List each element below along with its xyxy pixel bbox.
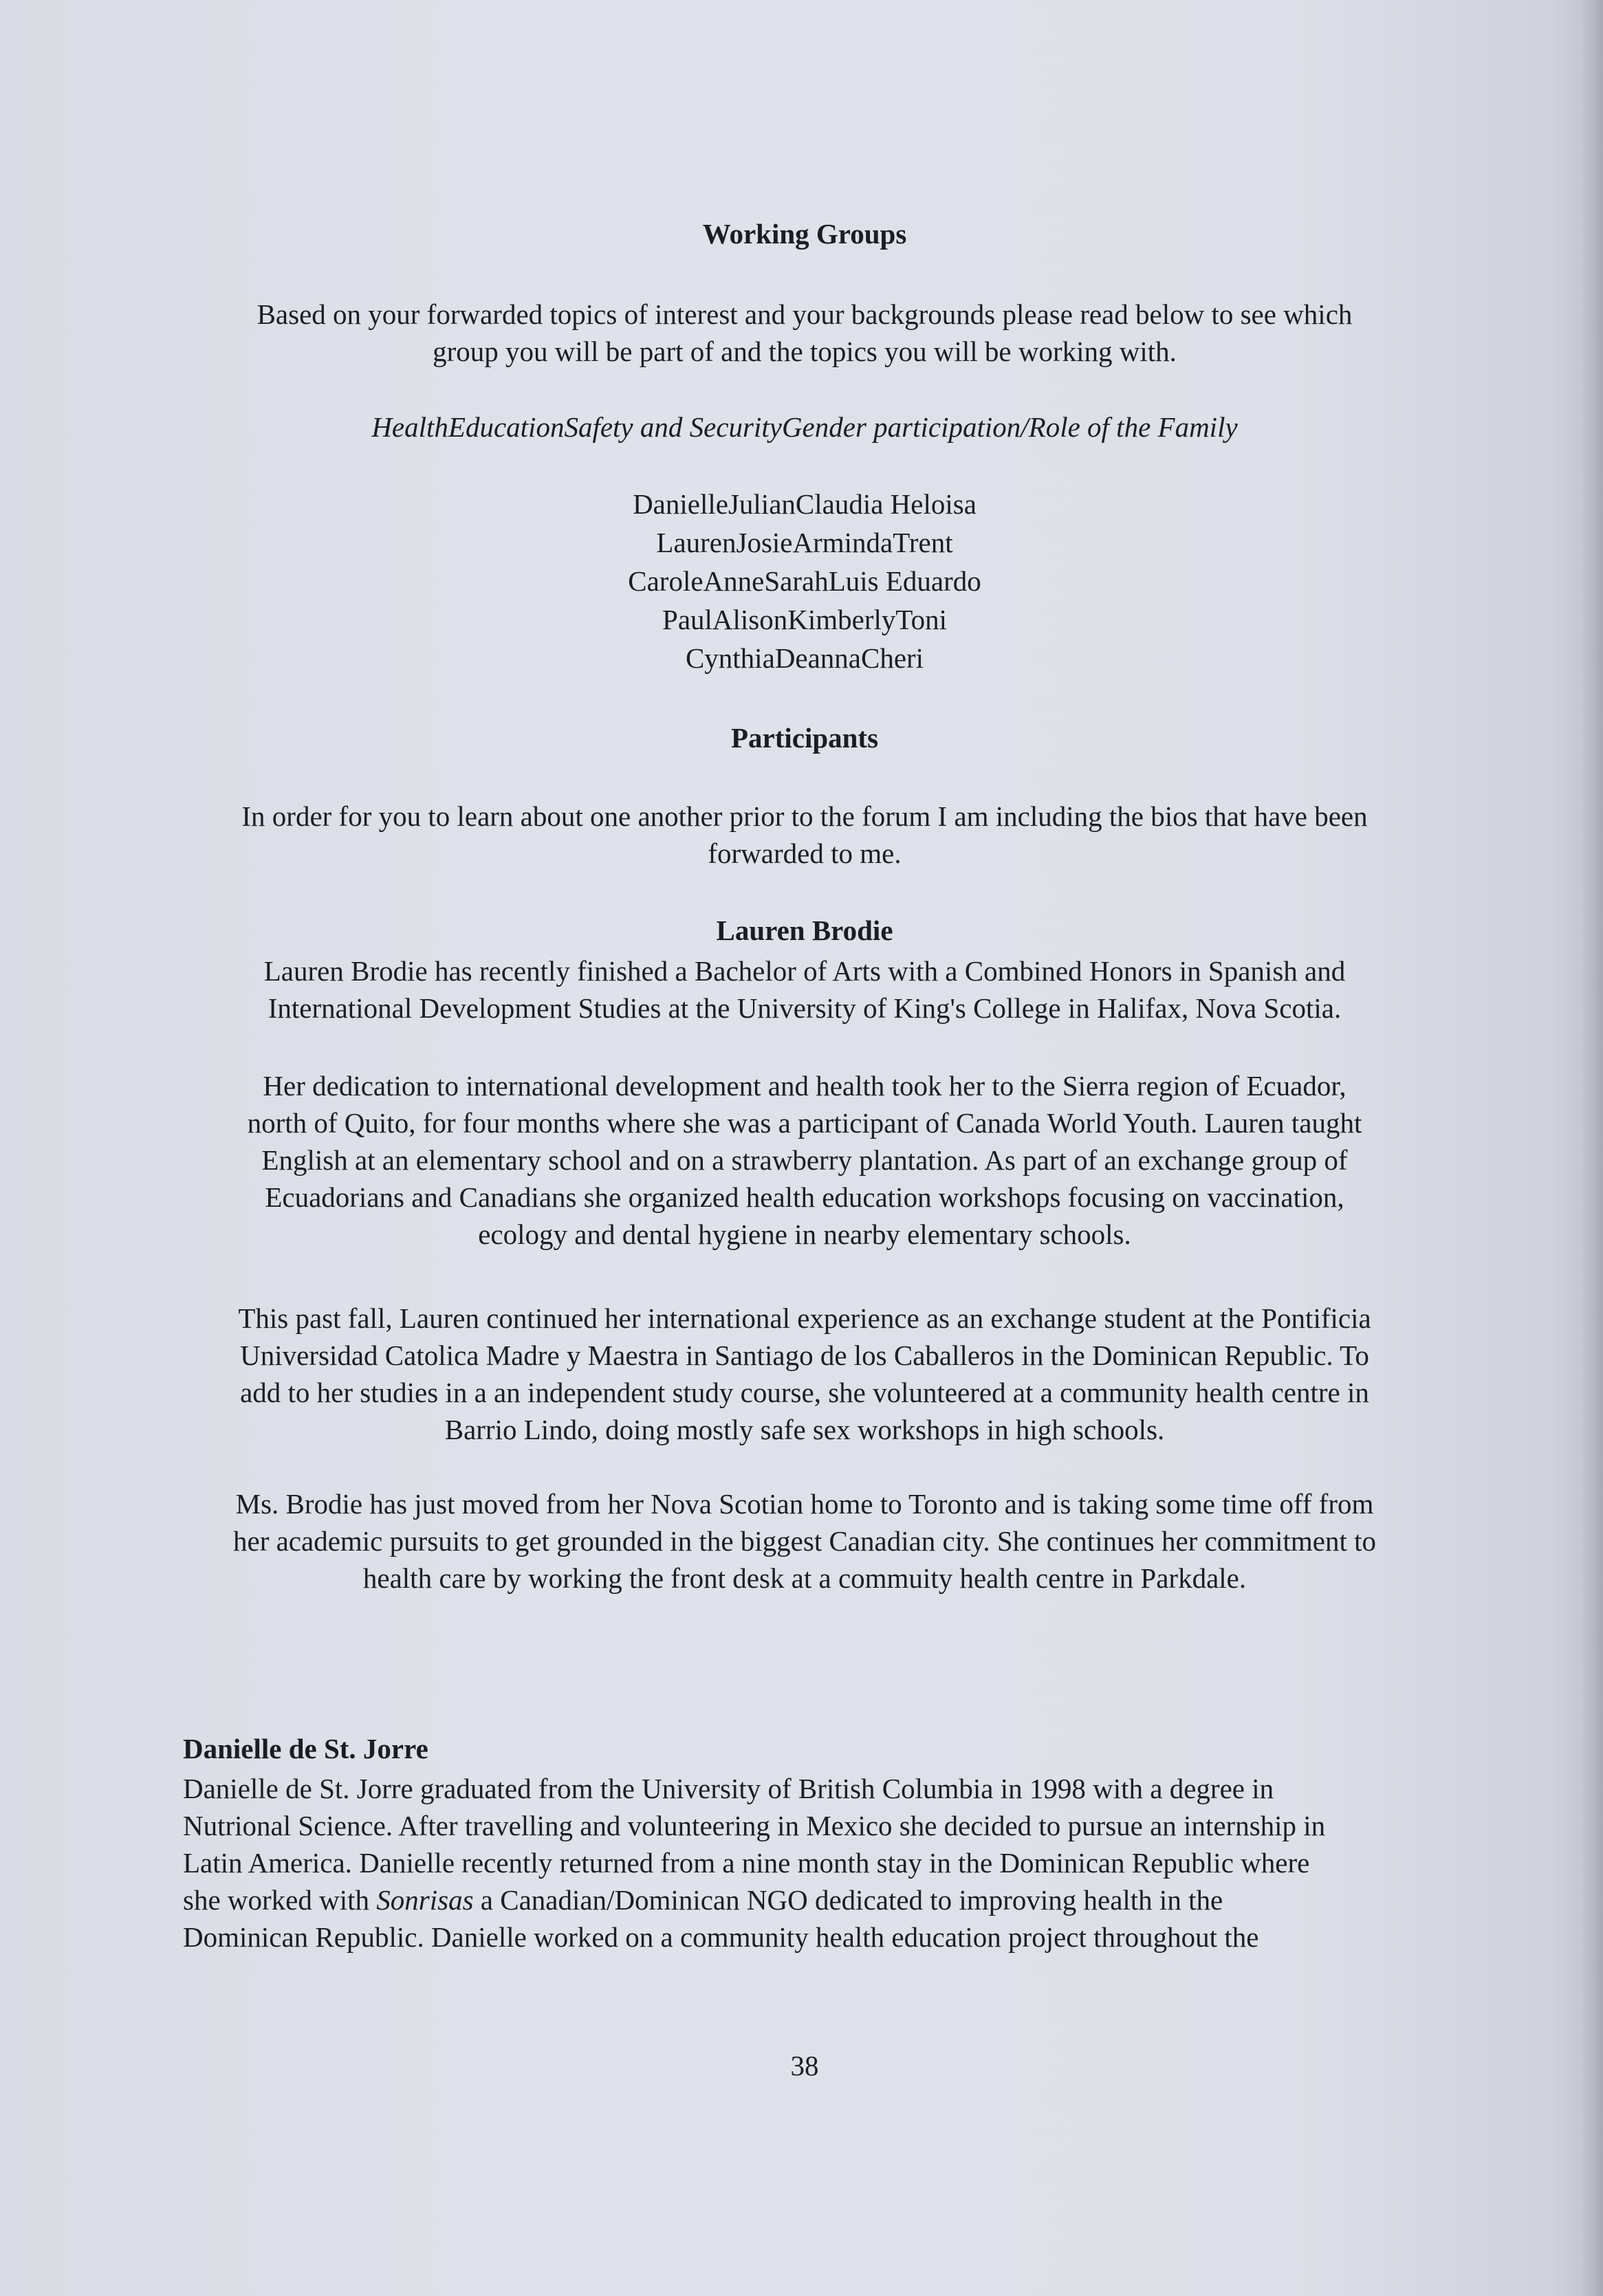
bio-line-text: a Canadian/Dominican NGO dedicated to improving health in the <box>473 1884 1223 1916</box>
participants-intro-line: forwarded to me. <box>708 838 902 869</box>
bio-line: Danielle de St. Jorre graduated from the University of British Columbia in 1998 with a degree in <box>183 1773 1274 1804</box>
bio-line: health care by working the front desk at a commuity health centre in Parkdale. <box>362 1562 1247 1594</box>
group-names-row: PaulAlisonKimberlyToni <box>662 604 947 635</box>
danielle-bio-paragraph <box>183 1770 1517 1956</box>
topics-line: HealthEducationSafety and SecurityGender participation/Role of the Family <box>371 411 1238 443</box>
lauren-bio-paragraph-2 <box>165 1067 1444 1253</box>
bio-line: This past fall, Lauren continued her international experience as an exchange student at the Pontificia <box>238 1302 1371 1334</box>
page-edge-shadow <box>1578 0 1603 2296</box>
working-groups-intro-line: Based on your forwarded topics of interest and your backgrounds please read below to see which <box>257 298 1353 330</box>
group-names-row: DanielleJulianClaudia Heloisa <box>633 488 977 520</box>
bio-line: Nutrional Science. After travelling and volunteering in Mexico she decided to pursue an internship in <box>183 1810 1326 1841</box>
bio-line: ecology and dental hygiene in nearby elementary schools. <box>478 1218 1131 1250</box>
bio-line: International Development Studies at the University of King's College in Halifax, Nova Scotia. <box>268 992 1342 1024</box>
participants-heading: Participants <box>730 722 879 754</box>
lauren-brodie-name: Lauren Brodie <box>716 915 893 946</box>
working-groups-intro <box>165 296 1444 370</box>
group-names-list <box>165 485 1444 677</box>
participants-intro <box>165 798 1444 872</box>
bio-line: add to her studies in a an independent study course, she volunteered at a community health centre in <box>240 1377 1369 1408</box>
bio-line: Lauren Brodie has recently finished a Bachelor of Arts with a Combined Honors in Spanish and <box>263 955 1346 987</box>
bio-line: Latin America. Danielle recently returned from a nine month stay in the Dominican Republic where <box>183 1847 1310 1879</box>
working-groups-intro-line: group you will be part of and the topics you will be working with. <box>433 336 1177 367</box>
group-names-row: CaroleAnneSarahLuis Eduardo <box>628 565 981 597</box>
lauren-bio-paragraph-1 <box>165 952 1444 1027</box>
bio-line-text: she worked with <box>183 1884 377 1916</box>
bio-line: Her dedication to international development and health took her to the Sierra region of Ecuador, <box>263 1070 1346 1102</box>
danielle-name: Danielle de St. Jorre <box>183 1733 428 1764</box>
bio-line: Ecuadorians and Canadians she organized health education workshops focusing on vaccination, <box>265 1181 1344 1213</box>
bio-line: Ms. Brodie has just moved from her Nova Scotian home to Toronto and is taking some time off from <box>235 1488 1374 1520</box>
bio-line: her academic pursuits to get grounded in the biggest Canadian city. She continues her commitment to <box>233 1525 1376 1557</box>
lauren-bio-paragraph-3 <box>165 1300 1444 1448</box>
bio-line: English at an elementary school and on a strawberry plantation. As part of an exchange group of <box>261 1144 1348 1176</box>
lauren-bio-paragraph-4 <box>165 1485 1444 1597</box>
page-number: 38 <box>790 2050 819 2081</box>
ngo-name: Sonrisas <box>376 1884 474 1916</box>
bio-line: Dominican Republic. Danielle worked on a community health education project throughout the <box>183 1921 1259 1953</box>
bio-line: north of Quito, for four months where she was a participant of Canada World Youth. Lauren taught <box>247 1107 1362 1139</box>
group-names-row: CynthiaDeannaCheri <box>685 642 924 674</box>
group-names-row: LaurenJosieArmindaTrent <box>656 527 953 558</box>
participants-intro-line: In order for you to learn about one another prior to the forum I am including the bios that have been <box>241 800 1368 832</box>
working-groups-heading: Working Groups <box>702 218 907 250</box>
bio-line <box>183 1881 1517 1918</box>
bio-line: Universidad Catolica Madre y Maestra in Santiago de los Caballeros in the Dominican Republic. To <box>240 1340 1369 1371</box>
bio-line: Barrio Lindo, doing mostly safe sex workshops in high schools. <box>444 1414 1165 1445</box>
